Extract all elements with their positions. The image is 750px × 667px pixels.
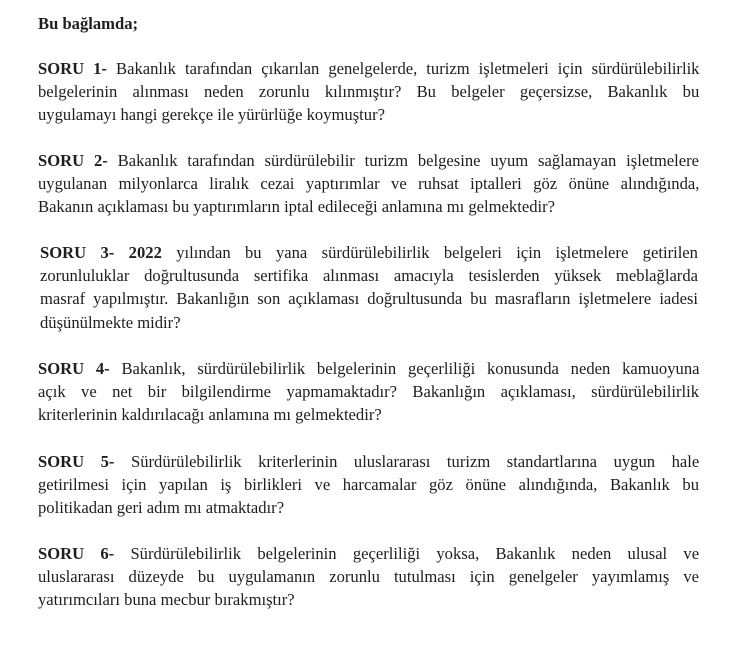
question-label: SORU 6- [38,544,115,563]
question-line: yatırımcıları buna mecbur bırakmıştır? [38,590,295,610]
question-6 [38,542,699,612]
question-line: getirilmesi için yapılan iş birlikleri ve harcamalar göz önüne alındığında, Bakanlık bu [38,475,699,495]
question-text: Bakanlık tarafından çıkarılan genelgelerde, turizm işletmeleri için sürdürülebilirlik [116,59,700,78]
question-line: Bakanın açıklaması bu yaptırımların iptal edileceği anlamına mı gelmektedir? [38,197,555,217]
question-label: SORU 2- [38,151,108,170]
question-4 [38,357,699,427]
question-text: Bakanlık tarafından sürdürülebilir turizm belgesine uyum sağlamayan işletmelere [117,151,699,170]
question-line [38,149,699,172]
question-text: Sürdürülebilirlik belgelerinin geçerliliği yoksa, Bakanlık neden ulusal ve [130,544,700,563]
question-line: açık ve net bir bilgilendirme yapmamaktadır? Bakanlığın açıklaması, sürdürülebilirlik [38,382,699,402]
question-label: SORU 4- [38,359,110,378]
question-line [38,57,699,80]
question-3 [40,241,698,334]
question-line: zorunluluklar doğrultusunda sertifika alınması amacıyla tesislerden yüksek meblağlarda [40,266,698,286]
intro-heading [38,12,699,35]
question-line [38,542,699,565]
question-label: SORU 3- [40,243,115,262]
question-text: yılından bu yana sürdürülebilirlik belgeleri için işletmelere getirilen [176,243,698,262]
question-line [40,241,698,264]
question-line: masraf yapılmıştır. Bakanlığın son açıklaması doğrultusunda bu masrafların işletmelere iadesi [40,289,699,309]
question-text: Bakanlık, sürdürülebilirlik belgelerinin geçerliliği konusunda neden kamuoyuna [121,359,700,378]
intro-text: Bu bağlamda; [38,14,139,33]
question-line: uygulamayı hangi gerekçe ile yürürlüğe koymuştur? [38,105,385,125]
question-line: politikadan geri adım mı atmaktadır? [38,498,285,518]
question-5 [38,450,699,520]
question-label: SORU 5- [38,452,115,471]
question-line: kriterlerinin kaldırılacağı anlamına mı gelmektedir? [38,405,382,425]
question-2 [38,149,699,219]
question-line [38,357,699,380]
question-line: uluslararası düzeyde bu uygulamanın zorunlu tutulması için genelgeler yayımlamış ve [38,567,699,587]
question-line [38,450,699,473]
question-year: 2022 [128,243,162,262]
question-1 [38,57,699,127]
question-line: belgelerinin alınması neden zorunlu kılınmıştır? Bu belgeler geçersizse, Bakanlık bu [38,82,700,102]
question-line: uygulanan milyonlarca liralık cezai yaptırımlar ve ruhsat iptalleri göz önüne alındığında, [38,174,700,194]
question-label: SORU 1- [38,59,107,78]
question-text: Sürdürülebilirlik kriterlerinin uluslararası turizm standartlarına uygun hale [130,452,700,471]
question-line: düşünülmekte midir? [40,312,181,332]
